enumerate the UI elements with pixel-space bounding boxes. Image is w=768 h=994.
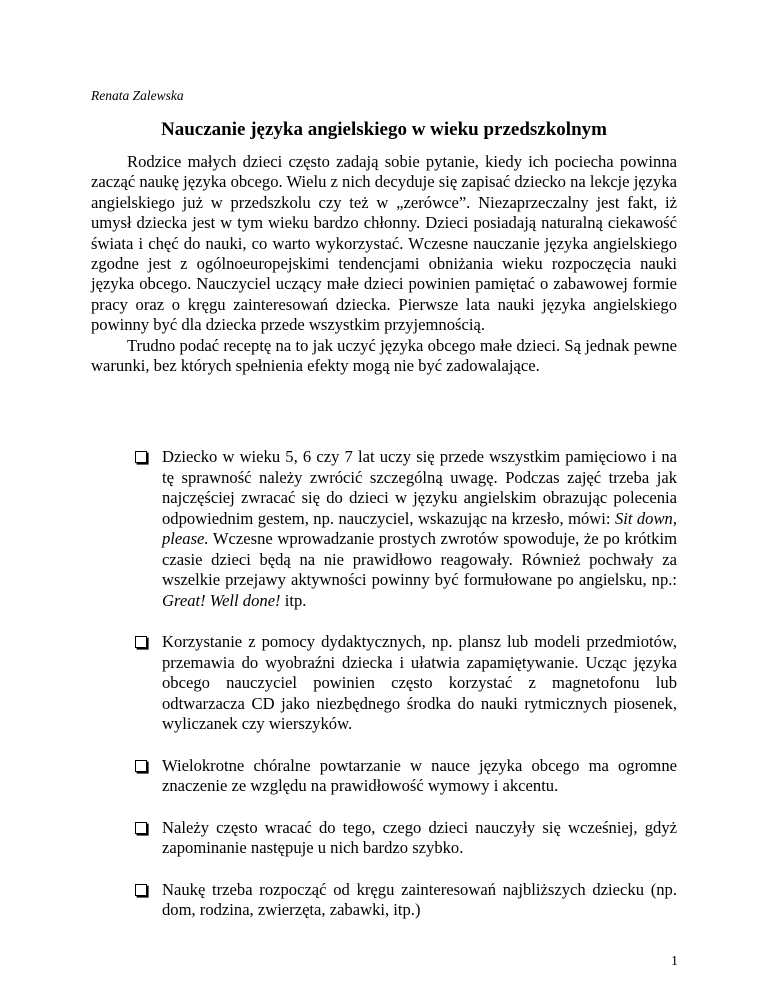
- bullet-text: Wczesne wprowadzanie prostych zwrotów spowoduje, że po krótkim czasie dzieci będą na nie prawidłowo reagowały. Również pochwały za wszelkie przejawy aktywności powinny być formułowane po angielsku, np.:: [162, 529, 677, 589]
- bullet-item: [134, 880, 677, 921]
- checkbox-bullet-icon: [135, 760, 147, 772]
- checkbox-bullet-icon: [135, 884, 147, 896]
- document-title: Nauczanie języka angielskiego w wieku przedszkolnym: [161, 119, 607, 140]
- checkbox-bullet-icon: [135, 822, 147, 834]
- bullet-text: itp.: [280, 590, 307, 610]
- bullet-text: Należy często wracać do tego, czego dzieci nauczyły się wcześniej, gdyż zapominanie następuje u nich bardzo szybko.: [162, 817, 677, 857]
- bullet-item: [134, 632, 677, 735]
- bullet-item: [134, 756, 677, 797]
- bullet-text: Wielokrotne chóralne powtarzanie w nauce języka obcego ma ogromne znaczenie ze względu na prawidłowość wymowy i akcentu.: [162, 755, 677, 795]
- intro-paragraph: Rodzice małych dzieci często zadają sobie pytanie, kiedy ich pociecha powinna zacząć naukę języka obcego. Wielu z nich decyduje się zapisać dziecko na lekcje języka angielskiego już w przedszkolu czy też w „zerówce”. Niezaprzeczalny jest fakt, iż umysł dziecka jest w tym wieku bardzo chłonny. Dzieci posiadają naturalną ciekawość świata i chęć do nauki, co warto wykorzystać. Wczesne nauczanie języka angielskiego zgodne jest z ogólnoeuropejskimi tendencjami obniżania wieku rozpoczęcia nauki języka obcego. Nauczyciel uczący małe dzieci powinien pamiętać o zabawowej formie pracy oraz o kręgu zainteresowań dziecka. Pierwsze lata nauki języka angielskiego powinny być dla dziecka przede wszystkim przyjemnością.: [91, 152, 677, 335]
- checkbox-bullet-icon: [135, 451, 147, 463]
- bullet-text: Dziecko w wieku 5, 6 czy 7 lat uczy się przede wszystkim pamięciowo i na tę sprawność należy zwrócić szczególną uwagę. Podczas zajęć trzeba jak najczęściej zwracać się do dzieci w języku angielskim obrazując polecenia odpowiednim gestem, np. nauczyciel, wskazując na krzesło, mówi:: [162, 447, 677, 528]
- bullet-example-phrase: Sit down, please.: [162, 508, 677, 548]
- bullet-list: [134, 447, 677, 942]
- bullet-example-phrase: Great! Well done!: [162, 590, 281, 610]
- page-number: 1: [671, 954, 678, 969]
- bullet-text: Korzystanie z pomocy dydaktycznych, np. plansz lub modeli przedmiotów, przemawia do wyobraźni dziecka i ułatwia zapamiętywanie. Ucząc języka obcego nauczyciel powinien często korzystać z magnetofonu lub odtwarzacza CD jako niezbędnego środka do nauki rytmicznych piosenek, wyliczanek czy wierszyków.: [162, 632, 677, 733]
- bullet-item: [134, 818, 677, 859]
- intro-paragraph: Trudno podać receptę na to jak uczyć języka obcego małe dzieci. Są jednak pewne warunki, bez których spełnienia efekty mogą nie być zadowalające.: [91, 335, 677, 376]
- bullet-text: Naukę trzeba rozpocząć od kręgu zainteresowań najbliższych dziecku (np. dom, rodzina, zwierzęta, zabawki, itp.): [162, 879, 677, 919]
- intro-section: [91, 152, 677, 376]
- checkbox-bullet-icon: [135, 636, 147, 648]
- author-name: Renata Zalewska: [91, 88, 184, 103]
- bullet-item: [134, 447, 677, 611]
